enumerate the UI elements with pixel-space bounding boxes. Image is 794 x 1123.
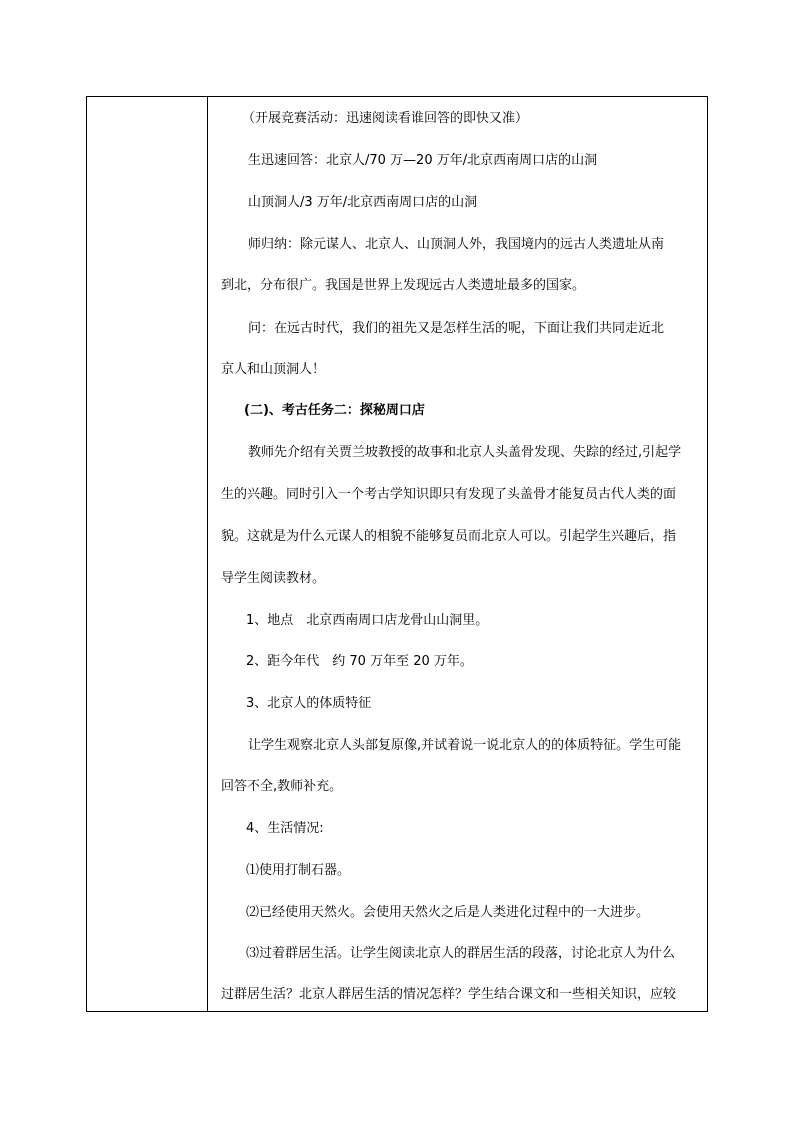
paragraph-line-16: 让学生观察北京人头部复原像,并试着说一说北京人的的体质特征。学生可能 — [248, 738, 682, 753]
list-item-features: 3、北京人的体质特征 — [246, 696, 372, 711]
paragraph-line-2: 生迅速回答：北京人/70 万—20 万年/北京西南周口店的山洞 — [248, 153, 598, 168]
list-item-life: 4、生活情况: — [246, 821, 324, 836]
content-cell — [208, 97, 707, 1011]
sub-item-1: ⑴使用打制石器。 — [246, 863, 351, 878]
paragraph-line-11: 貌。这就是为什么元谋人的相貌不能够复员而北京人可以。引起学生兴趣后，指 — [221, 529, 677, 544]
list-item-age: 2、距今年代 约 70 万年至 20 万年。 — [246, 654, 473, 669]
paragraph-line-1: （开展竞赛活动：迅速阅读看谁回答的即快又准） — [242, 111, 529, 126]
paragraph-line-9: 教师先介绍有关贾兰坡教授的故事和北京人头盖骨发现、失踪的经过,引起学 — [248, 445, 682, 460]
paragraph-line-17: 回答不全,教师补充。 — [221, 779, 343, 794]
paragraph-line-10: 生的兴趣。同时引入一个考古学知识即只有发现了头盖骨才能复员古代人类的面 — [221, 487, 677, 502]
paragraph-line-6: 问：在远古时代，我们的祖先又是怎样生活的呢，下面让我们共同走近北 — [248, 321, 665, 336]
list-item-location: 1、地点 北京西南周口店龙骨山山洞里。 — [246, 613, 489, 628]
paragraph-line-12: 导学生阅读教材。 — [221, 571, 326, 586]
section-heading: (二)、考古任务二：探秘周口店 — [244, 403, 425, 418]
sub-item-2: ⑵已经使用天然火。会使用天然火之后是人类进化过程中的一大进步。 — [246, 905, 650, 920]
sub-item-3: ⑶过着群居生活。让学生阅读北京人的群居生活的段落，讨论北京人为什么 — [246, 946, 676, 961]
document-table — [86, 96, 708, 1012]
paragraph-line-3: 山顶洞人/3 万年/北京西南周口店的山洞 — [248, 195, 478, 210]
paragraph-line-7: 京人和山顶洞人！ — [221, 362, 326, 377]
paragraph-line-4: 师归纳：除元谋人、北京人、山顶洞人外，我国境内的远古人类遗址从南 — [248, 237, 665, 252]
paragraph-line-5: 到北，分布很广。我国是世界上发现远古人类遗址最多的国家。 — [221, 278, 586, 293]
paragraph-line-22: 过群居生活？北京人群居生活的情况怎样？学生结合课文和一些相关知识，应较 — [221, 987, 677, 1002]
